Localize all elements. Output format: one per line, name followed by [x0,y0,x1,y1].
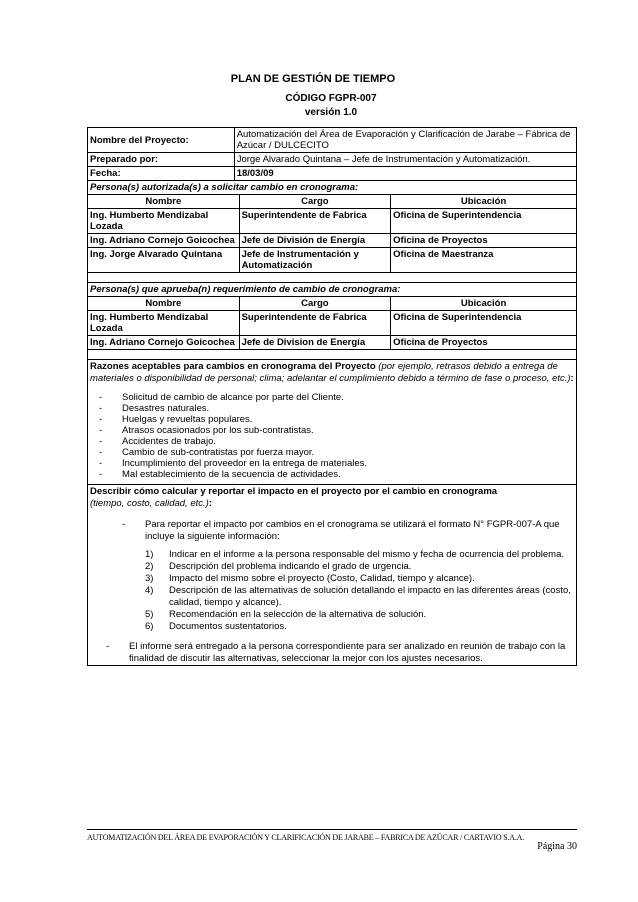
step-number: 4) [145,585,154,596]
reasons-row [88,360,577,485]
person-location: Oficina de Superintendencia [391,209,577,234]
project-name-label: Nombre del Proyecto: [88,128,235,153]
authorized-heading-row [88,181,577,195]
step-text: Documentos sustentatorios. [169,621,287,632]
person-position: Jefe de Instrumentación y Automatización [239,248,391,273]
impact-heading-end: : [208,498,212,509]
person-position: Jefe de Division de Energía [239,336,391,350]
prepared-by-row [88,153,577,167]
table-row [88,311,577,336]
person-name: Ing. Adriano Cornejo Goicochea [88,234,240,248]
page-number: Página 30 [537,841,577,852]
reasons-heading-end: : [570,373,574,384]
person-name: Ing. Humberto Mendizabal Lozada [88,311,240,336]
person-location: Oficina de Maestranza [391,248,577,273]
person-location: Oficina de Superintendencia [391,311,577,336]
list-item [145,573,574,585]
column-header-name: Nombre [88,297,240,311]
project-name-row [88,128,577,153]
prepared-by-value: Jorge Alvarado Quintana – Jefe de Instrumentación y Automatización. [234,153,576,167]
list-item [145,585,574,609]
spacer-row [88,273,577,283]
authorized-columns-row [88,195,577,209]
list-item [145,621,574,633]
prepared-by-label: Preparado por: [88,153,235,167]
impact-heading [90,486,574,510]
reasons-list [90,392,574,480]
list-item: - Solicitud de cambio de alcance por parte del Cliente. [99,392,574,403]
column-header-position: Cargo [239,297,391,311]
person-name: Ing. Jorge Alvarado Quintana [88,248,240,273]
list-item [145,609,574,621]
approvers-heading-row [88,283,577,297]
document-code: CÓDIGO FGPR-007 [285,93,377,104]
column-header-location: Ubicación [391,297,577,311]
date-label: Fecha: [88,167,235,181]
column-header-location: Ubicación [391,195,577,209]
person-location: Oficina de Proyectos [391,336,577,350]
step-number: 5) [145,609,154,620]
reasons-heading-italic: (por ejemplo, retrasos debido a entrega de materiales o disponibilidad de personal; clima; adelantar el cumplimiento debido a término de fase o proceso, etc.) [90,361,571,384]
spacer-row [88,350,577,360]
table-row [88,209,577,234]
person-position: Superintendente de Fabrica [239,209,391,234]
impact-heading-italic: (tiempo, costo, calidad, etc.) [90,498,209,509]
person-name: Ing. Adriano Cornejo Goicochea [88,336,240,350]
document-title: PLAN DE GESTIÓN DE TIEMPO [230,73,396,85]
list-item: - Incumplimiento del proveedor en la entrega de materiales. [99,458,574,469]
column-header-position: Cargo [239,195,391,209]
approvers-columns-row [88,297,577,311]
project-name-value: Automatización del Área de Evaporación y Clarificación de Jarabe – Fábrica de Azúcar / DULCECITO [234,128,576,153]
time-management-table [87,127,577,666]
step-text: Descripción de las alternativas de solución detallando el impacto en las diferentes áreas (costo, calidad, tiempo y alcance). [169,585,571,608]
document-version: versión 1.0 [304,107,358,118]
impact-steps-list [145,549,574,633]
list-item [145,561,574,573]
table-row [88,248,577,273]
list-item: - Cambio de sub-contratistas por fuerza mayor. [99,447,574,458]
step-text: Impacto del mismo sobre el proyecto (Costo, Calidad, tiempo y alcance). [169,573,475,584]
step-number: 1) [145,549,154,560]
person-name: Ing. Humberto Mendizabal Lozada [88,209,240,234]
reasons-heading-bold: Razones aceptables para cambios en cronograma del Proyecto [90,361,376,372]
list-item: - Mal establecimiento de la secuencia de actividades. [99,469,574,480]
step-text: Indicar en el informe a la persona responsable del mismo y fecha de ocurrencia del problema. [169,549,564,560]
impact-closing: - El informe será entregado a la persona correspondiente para ser analizado en reunión de trabajo con la finalidad de discutir las alternativas, seleccionar la mejor con los ajustes necesarios. [106,641,574,665]
approvers-heading: Persona(s) que aprueba(n) requerimiento de cambio de cronograma: [88,283,577,297]
reasons-cell [88,360,577,485]
list-item: - Huelgas y revueltas populares. [99,414,574,425]
step-text: Recomendación en la selección de la alternativa de solución. [169,609,427,620]
column-header-name: Nombre [88,195,240,209]
impact-row [88,485,577,666]
step-number: 2) [145,561,154,572]
table-row [88,336,577,350]
table-row [88,234,577,248]
person-location: Oficina de Proyectos [391,234,577,248]
date-value: 18/03/09 [234,167,576,181]
list-item [145,549,574,561]
person-position: Jefe de División de Energía [239,234,391,248]
step-number: 6) [145,621,154,632]
authorized-heading: Persona(s) autorizada(s) a solicitar cambio en cronograma: [88,181,577,195]
step-number: 3) [145,573,154,584]
footer-text: AUTOMATIZACIÓN DEL ÁREA DE EVAPORACIÓN Y CLARIFICACIÓN DE JARABE – FABRICA DE AZÚCAR / CARTAVIO S.A.A. [87,829,577,842]
reasons-heading [90,361,574,385]
list-item: - Atrasos ocasionados por los sub-contratistas. [99,425,574,436]
impact-heading-bold: Describir cómo calcular y reportar el impacto en el proyecto por el cambio en cronograma [90,486,498,497]
step-text: Descripción del problema indicando el grado de urgencia. [169,561,412,572]
list-item: - Desastres naturales. [99,403,574,414]
impact-intro: - Para reportar el impacto por cambios en el cronograma se utilizará el formato N° FGPR-007-A que incluye la siguiente información: [122,519,574,543]
list-item: - Accidentes de trabajo. [99,436,574,447]
impact-cell [88,485,577,666]
person-position: Superintendente de Fabrica [239,311,391,336]
date-row [88,167,577,181]
